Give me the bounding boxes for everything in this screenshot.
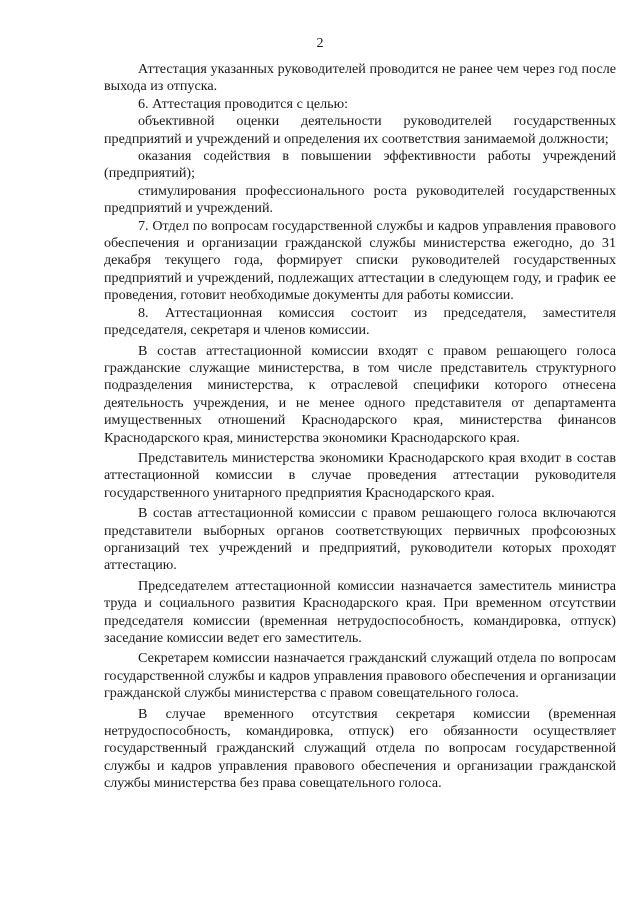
paragraph: В состав аттестационной комиссии с правом решающего голоса включаются представители выборных органов соответствующих первичных профсоюзных организаций тех учреждений и предприятий, руководители которых проходят аттестацию. xyxy=(104,505,616,574)
paragraph: 6. Аттестация проводится с целью: xyxy=(138,95,349,112)
paragraph: В состав аттестационной комиссии входят с правом решающего голоса гражданские служащие министерства, в том числе представитель структурного подразделения министерства, к отраслевой специфики которого отнесена деятельность учреждения, и не менее одного представителя от департамента имущественных отношений Краснодарского края, министерства финансов Краснодарского края, министерства экономики Краснодарского края. xyxy=(104,342,616,446)
paragraph: объективной оценки деятельности руководителей государственных предприятий и учреждений и определения их соответствия занимаемой должности; xyxy=(104,113,616,147)
paragraph: В случае временного отсутствия секретаря комиссии (временная нетрудоспособность, командировка, отпуск) его обязанности осуществляет государственный гражданский служащий отдела по вопросам государственной службы и кадров управления правового обеспечения и организации гражданской службы министерства без права совещательного голоса. xyxy=(104,705,616,792)
paragraph: Аттестация указанных руководителей проводится не ранее чем через год после выхода из отпуска. xyxy=(104,61,616,95)
paragraph: оказания содействия в повышении эффективности работы учреждений (предприятий); xyxy=(104,148,616,182)
paragraph: 8. Аттестационная комиссия состоит из председателя, заместителя председателя, секретаря и членов комиссии. xyxy=(104,304,616,339)
paragraph: стимулирования профессионального роста руководителей государственных предприятий и учреждений. xyxy=(104,182,616,217)
page-number: 2 xyxy=(316,36,324,51)
paragraph: Представитель министерства экономики Краснодарского края входит в состав аттестационной комиссии в случае проведения аттестации руководителя государственного унитарного предприятия Краснодарского края. xyxy=(104,449,616,501)
document-body xyxy=(104,61,616,793)
paragraph: 7. Отдел по вопросам государственной службы и кадров управления правового обеспечения и организации гражданской службы министерства ежегодно, до 31 декабря текущего года, формирует списки руководителей государственных предприятий и учреждений, подлежащих аттестации в следующем году, и график ее проведения, готовит необходимые документы для работы комиссии. xyxy=(104,217,616,304)
paragraph: Секретарем комиссии назначается гражданский служащий отдела по вопросам государственной службы и кадров управления правового обеспечения и организации гражданской службы министерства с правом совещательного голоса. xyxy=(104,650,616,702)
paragraph: Председателем аттестационной комиссии назначается заместитель министра труда и социального развития Краснодарского края. При временном отсутствии председателя комиссии (временная нетрудоспособность, командировка, отпуск) заседание комиссии ведет его заместитель. xyxy=(104,577,616,646)
